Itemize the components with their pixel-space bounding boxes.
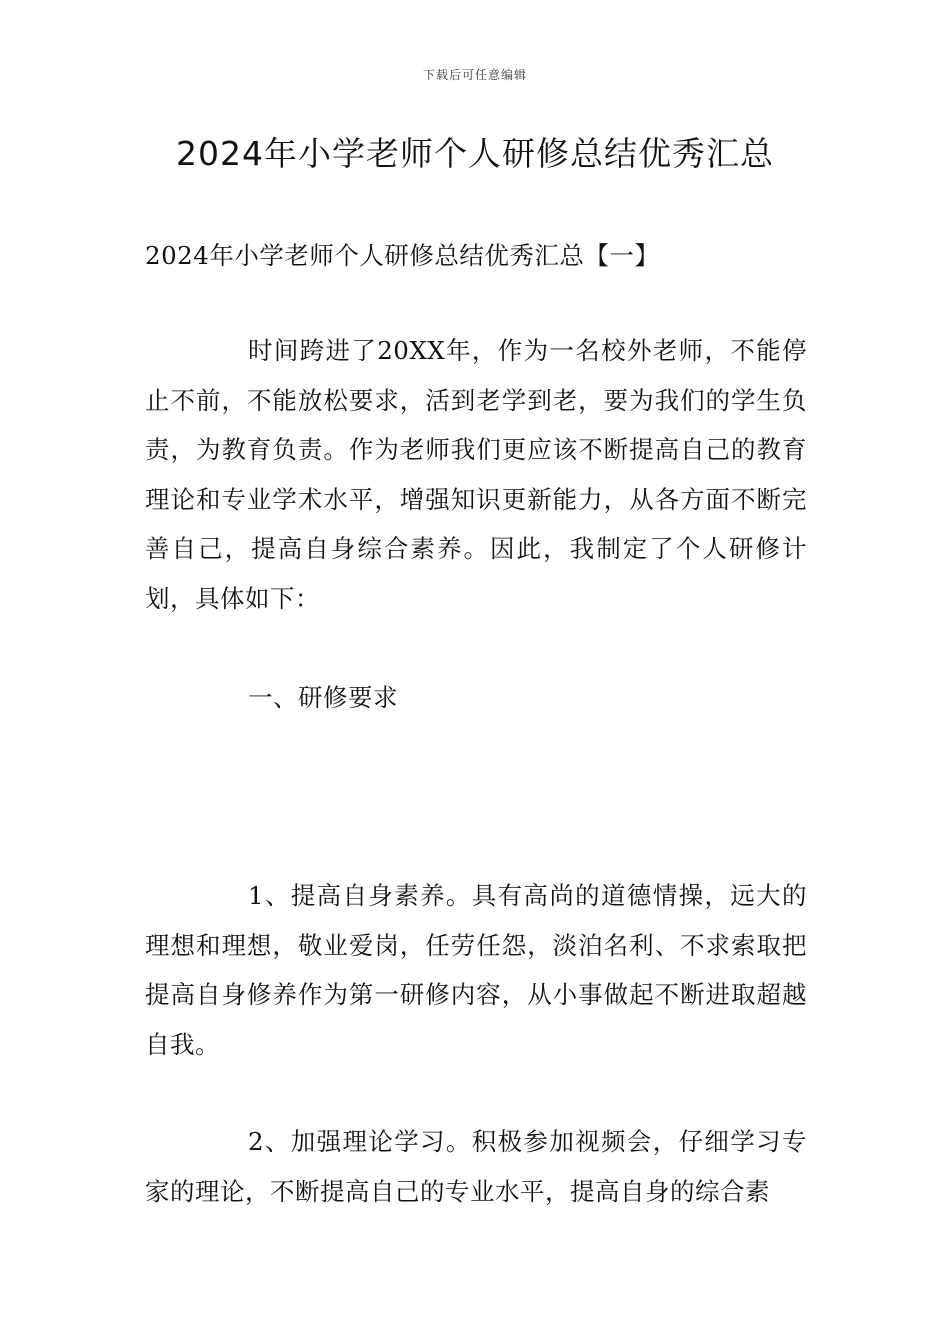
paragraph-item-1: 1、提高自身素养。具有高尚的道德情操，远大的理想和理想，敬业爱岗，任劳任怨，淡泊名利、不求索取把提高自身修养作为第一研修内容，从小事做起不断进取超越自我。 <box>145 881 807 1059</box>
section-heading: 2024年小学老师个人研修总结优秀汇总【一】 <box>145 241 660 270</box>
subheading-requirements: 一、研修要求 <box>248 683 398 712</box>
paragraph-intro: 时间跨进了20XX年，作为一名校外老师，不能停止不前，不能放松要求，活到老学到老，要为我们的学生负责，为教育负责。作为老师我们更应该不断提高自己的教育理论和专业学术水平，增强知识更新能力，从各方面不断完善自己，提高自身综合素养。因此，我制定了个人研修计划，具体如下： <box>145 336 807 613</box>
paragraph-item-2: 2、加强理论学习。积极参加视频会，仔细学习专家的理论，不断提高自己的专业水平，提高自身的综合素 <box>145 1127 807 1206</box>
document-title: 2024年小学老师个人研修总结优秀汇总 <box>176 134 774 173</box>
header-note: 下载后可任意编辑 <box>422 68 527 82</box>
